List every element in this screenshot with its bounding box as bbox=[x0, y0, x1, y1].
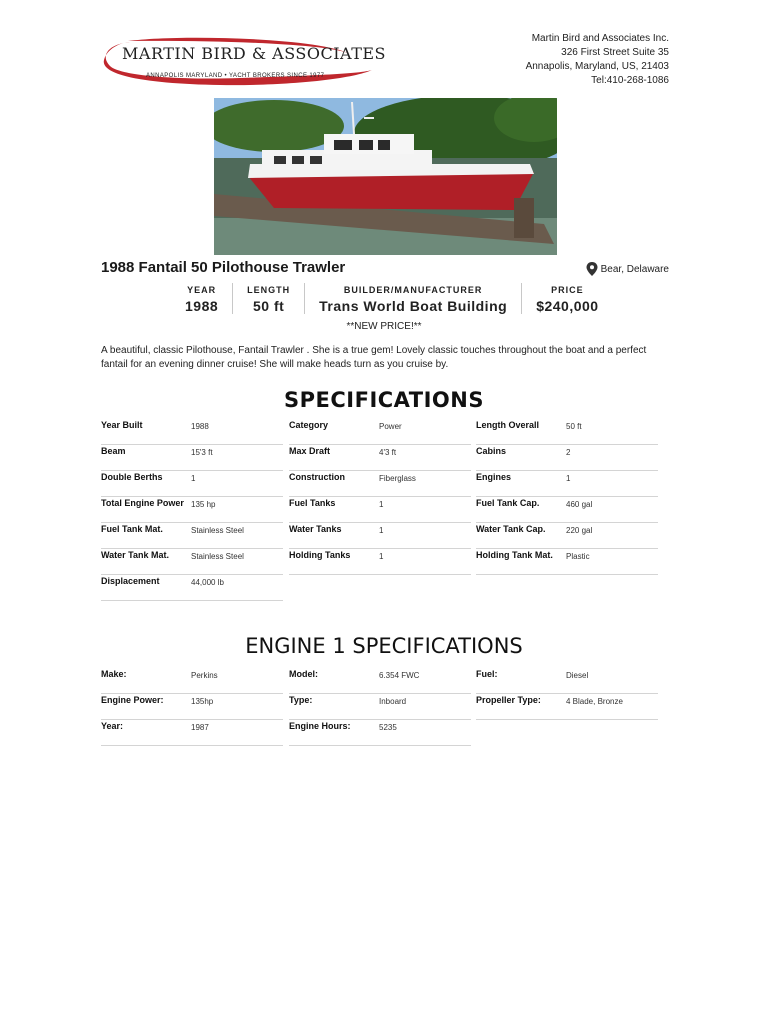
spec-value: 1 bbox=[191, 474, 196, 483]
engine-value: Inboard bbox=[379, 697, 407, 706]
company-city: Annapolis, Maryland, US, 21403 bbox=[525, 61, 669, 72]
fact-value: $240,000 bbox=[536, 298, 599, 314]
company-street: 326 First Street Suite 35 bbox=[561, 47, 669, 58]
spec-column-3 bbox=[476, 419, 658, 575]
engine-value: Perkins bbox=[191, 671, 218, 680]
spec-value: 220 gal bbox=[566, 526, 593, 535]
listing-location bbox=[586, 262, 669, 276]
spec-value: 1 bbox=[566, 474, 571, 483]
spec-key: Length Overall bbox=[476, 420, 540, 430]
engine-row bbox=[289, 720, 471, 746]
engine-key: Type: bbox=[289, 695, 313, 705]
spec-row bbox=[101, 419, 283, 445]
fact-label: LENGTH bbox=[247, 285, 291, 295]
price-note: **NEW PRICE!** bbox=[346, 321, 422, 332]
engine-key: Propeller Type: bbox=[476, 695, 541, 705]
engine-specifications-heading: ENGINE 1 SPECIFICATIONS bbox=[245, 634, 523, 658]
spec-row bbox=[101, 445, 283, 471]
spec-key: Total Engine Power bbox=[101, 498, 184, 508]
spec-value: 1 bbox=[379, 552, 384, 561]
spec-value: 1 bbox=[379, 500, 384, 509]
logo-name: MARTIN BIRD & ASSOCIATES bbox=[122, 44, 387, 63]
spec-column-1 bbox=[101, 419, 283, 601]
spec-key: Water Tank Cap. bbox=[476, 524, 546, 534]
fact-value: 1988 bbox=[185, 298, 219, 314]
spec-row bbox=[476, 419, 658, 445]
spec-key: Engines bbox=[476, 472, 512, 482]
spec-value: 460 gal bbox=[566, 500, 593, 509]
spec-key: Construction bbox=[289, 472, 345, 482]
spec-key: Beam bbox=[101, 446, 126, 456]
location-text: Bear, Delaware bbox=[600, 263, 669, 275]
spec-row bbox=[476, 471, 658, 497]
spec-key: Water Tank Mat. bbox=[101, 550, 170, 560]
spec-key: Water Tanks bbox=[289, 524, 342, 534]
engine-row bbox=[476, 668, 658, 694]
spec-row bbox=[289, 419, 471, 445]
boat-photo bbox=[214, 98, 557, 255]
fact-label: YEAR bbox=[187, 285, 217, 295]
engine-value: 6.354 FWC bbox=[379, 671, 420, 680]
spec-row bbox=[101, 523, 283, 549]
spec-key: Category bbox=[289, 420, 329, 430]
spec-value: 50 ft bbox=[566, 422, 582, 431]
company-logo bbox=[100, 36, 387, 88]
logo-tagline: ANNAPOLIS MARYLAND • YACHT BROKERS SINCE 1977 bbox=[146, 73, 325, 79]
spec-row bbox=[101, 575, 283, 601]
engine-row bbox=[476, 694, 658, 720]
fact-year bbox=[171, 283, 232, 314]
spec-value: 15'3 ft bbox=[191, 448, 213, 457]
spec-row bbox=[289, 523, 471, 549]
spec-value: Power bbox=[379, 422, 402, 431]
spec-row bbox=[289, 471, 471, 497]
fact-label: BUILDER/MANUFACTURER bbox=[343, 285, 483, 295]
engine-row bbox=[101, 668, 283, 694]
listing-title: 1988 Fantail 50 Pilothouse Trawler bbox=[101, 259, 346, 276]
spec-key: Double Berths bbox=[101, 472, 163, 482]
spec-value: 1988 bbox=[191, 422, 209, 431]
company-name: Martin Bird and Associates Inc. bbox=[531, 33, 669, 44]
spec-key: Displacement bbox=[101, 576, 160, 586]
spec-key: Cabins bbox=[476, 446, 507, 456]
engine-column-2 bbox=[289, 668, 471, 746]
engine-value: Diesel bbox=[566, 671, 589, 680]
spec-row bbox=[101, 471, 283, 497]
spec-row bbox=[101, 497, 283, 523]
spec-row bbox=[476, 445, 658, 471]
spec-row bbox=[476, 523, 658, 549]
spec-key: Holding Tank Mat. bbox=[476, 550, 553, 560]
spec-key: Fuel Tanks bbox=[289, 498, 336, 508]
spec-key: Fuel Tank Mat. bbox=[101, 524, 163, 534]
spec-value: Stainless Steel bbox=[191, 526, 244, 535]
spec-value: 1 bbox=[379, 526, 384, 535]
engine-value: 5235 bbox=[379, 723, 397, 732]
spec-key: Fuel Tank Cap. bbox=[476, 498, 540, 508]
spec-row bbox=[476, 497, 658, 523]
engine-column-3 bbox=[476, 668, 658, 720]
engine-value: 4 Blade, Bronze bbox=[566, 697, 623, 706]
engine-key: Model: bbox=[289, 669, 318, 679]
engine-key: Year: bbox=[101, 721, 124, 731]
spec-row bbox=[101, 549, 283, 575]
spec-row bbox=[476, 549, 658, 575]
spec-key: Year Built bbox=[101, 420, 143, 430]
spec-value: 2 bbox=[566, 448, 571, 457]
spec-value: Fiberglass bbox=[379, 474, 416, 483]
spec-value: Stainless Steel bbox=[191, 552, 244, 561]
fact-builder bbox=[304, 283, 521, 314]
engine-row bbox=[101, 694, 283, 720]
spec-value: 4'3 ft bbox=[379, 448, 397, 457]
fact-label: PRICE bbox=[551, 285, 584, 295]
fact-value: Trans World Boat Building bbox=[319, 298, 508, 314]
company-phone: Tel:410-268-1086 bbox=[591, 75, 669, 86]
spec-key: Holding Tanks bbox=[289, 550, 351, 560]
engine-key: Engine Power: bbox=[101, 695, 164, 705]
engine-column-1 bbox=[101, 668, 283, 746]
spec-row bbox=[289, 549, 471, 575]
spec-key: Max Draft bbox=[289, 446, 331, 456]
spec-value: Plastic bbox=[566, 552, 590, 561]
spec-row bbox=[289, 445, 471, 471]
company-address bbox=[526, 32, 669, 88]
spec-value: 44,000 lb bbox=[191, 578, 224, 587]
map-pin-icon bbox=[586, 262, 598, 276]
fact-value: 50 ft bbox=[253, 298, 285, 314]
engine-value: 135hp bbox=[191, 697, 214, 706]
engine-row bbox=[289, 694, 471, 720]
fact-price bbox=[521, 283, 612, 314]
key-facts bbox=[171, 283, 613, 314]
engine-key: Fuel: bbox=[476, 669, 498, 679]
specifications-heading: SPECIFICATIONS bbox=[284, 388, 484, 412]
engine-key: Engine Hours: bbox=[289, 721, 351, 731]
spec-column-2 bbox=[289, 419, 471, 575]
engine-row bbox=[101, 720, 283, 746]
spec-row bbox=[289, 497, 471, 523]
fact-length bbox=[232, 283, 304, 314]
engine-key: Make: bbox=[101, 669, 127, 679]
spec-value: 135 hp bbox=[191, 500, 216, 509]
listing-description: A beautiful, classic Pilothouse, Fantail Trawler . She is a true gem! Lovely classic touches throughout the boat and a perfect fantail for an evening dinner cruise! She will make heads turn as you cruise by. bbox=[101, 345, 647, 370]
engine-row bbox=[289, 668, 471, 694]
engine-value: 1987 bbox=[191, 723, 209, 732]
